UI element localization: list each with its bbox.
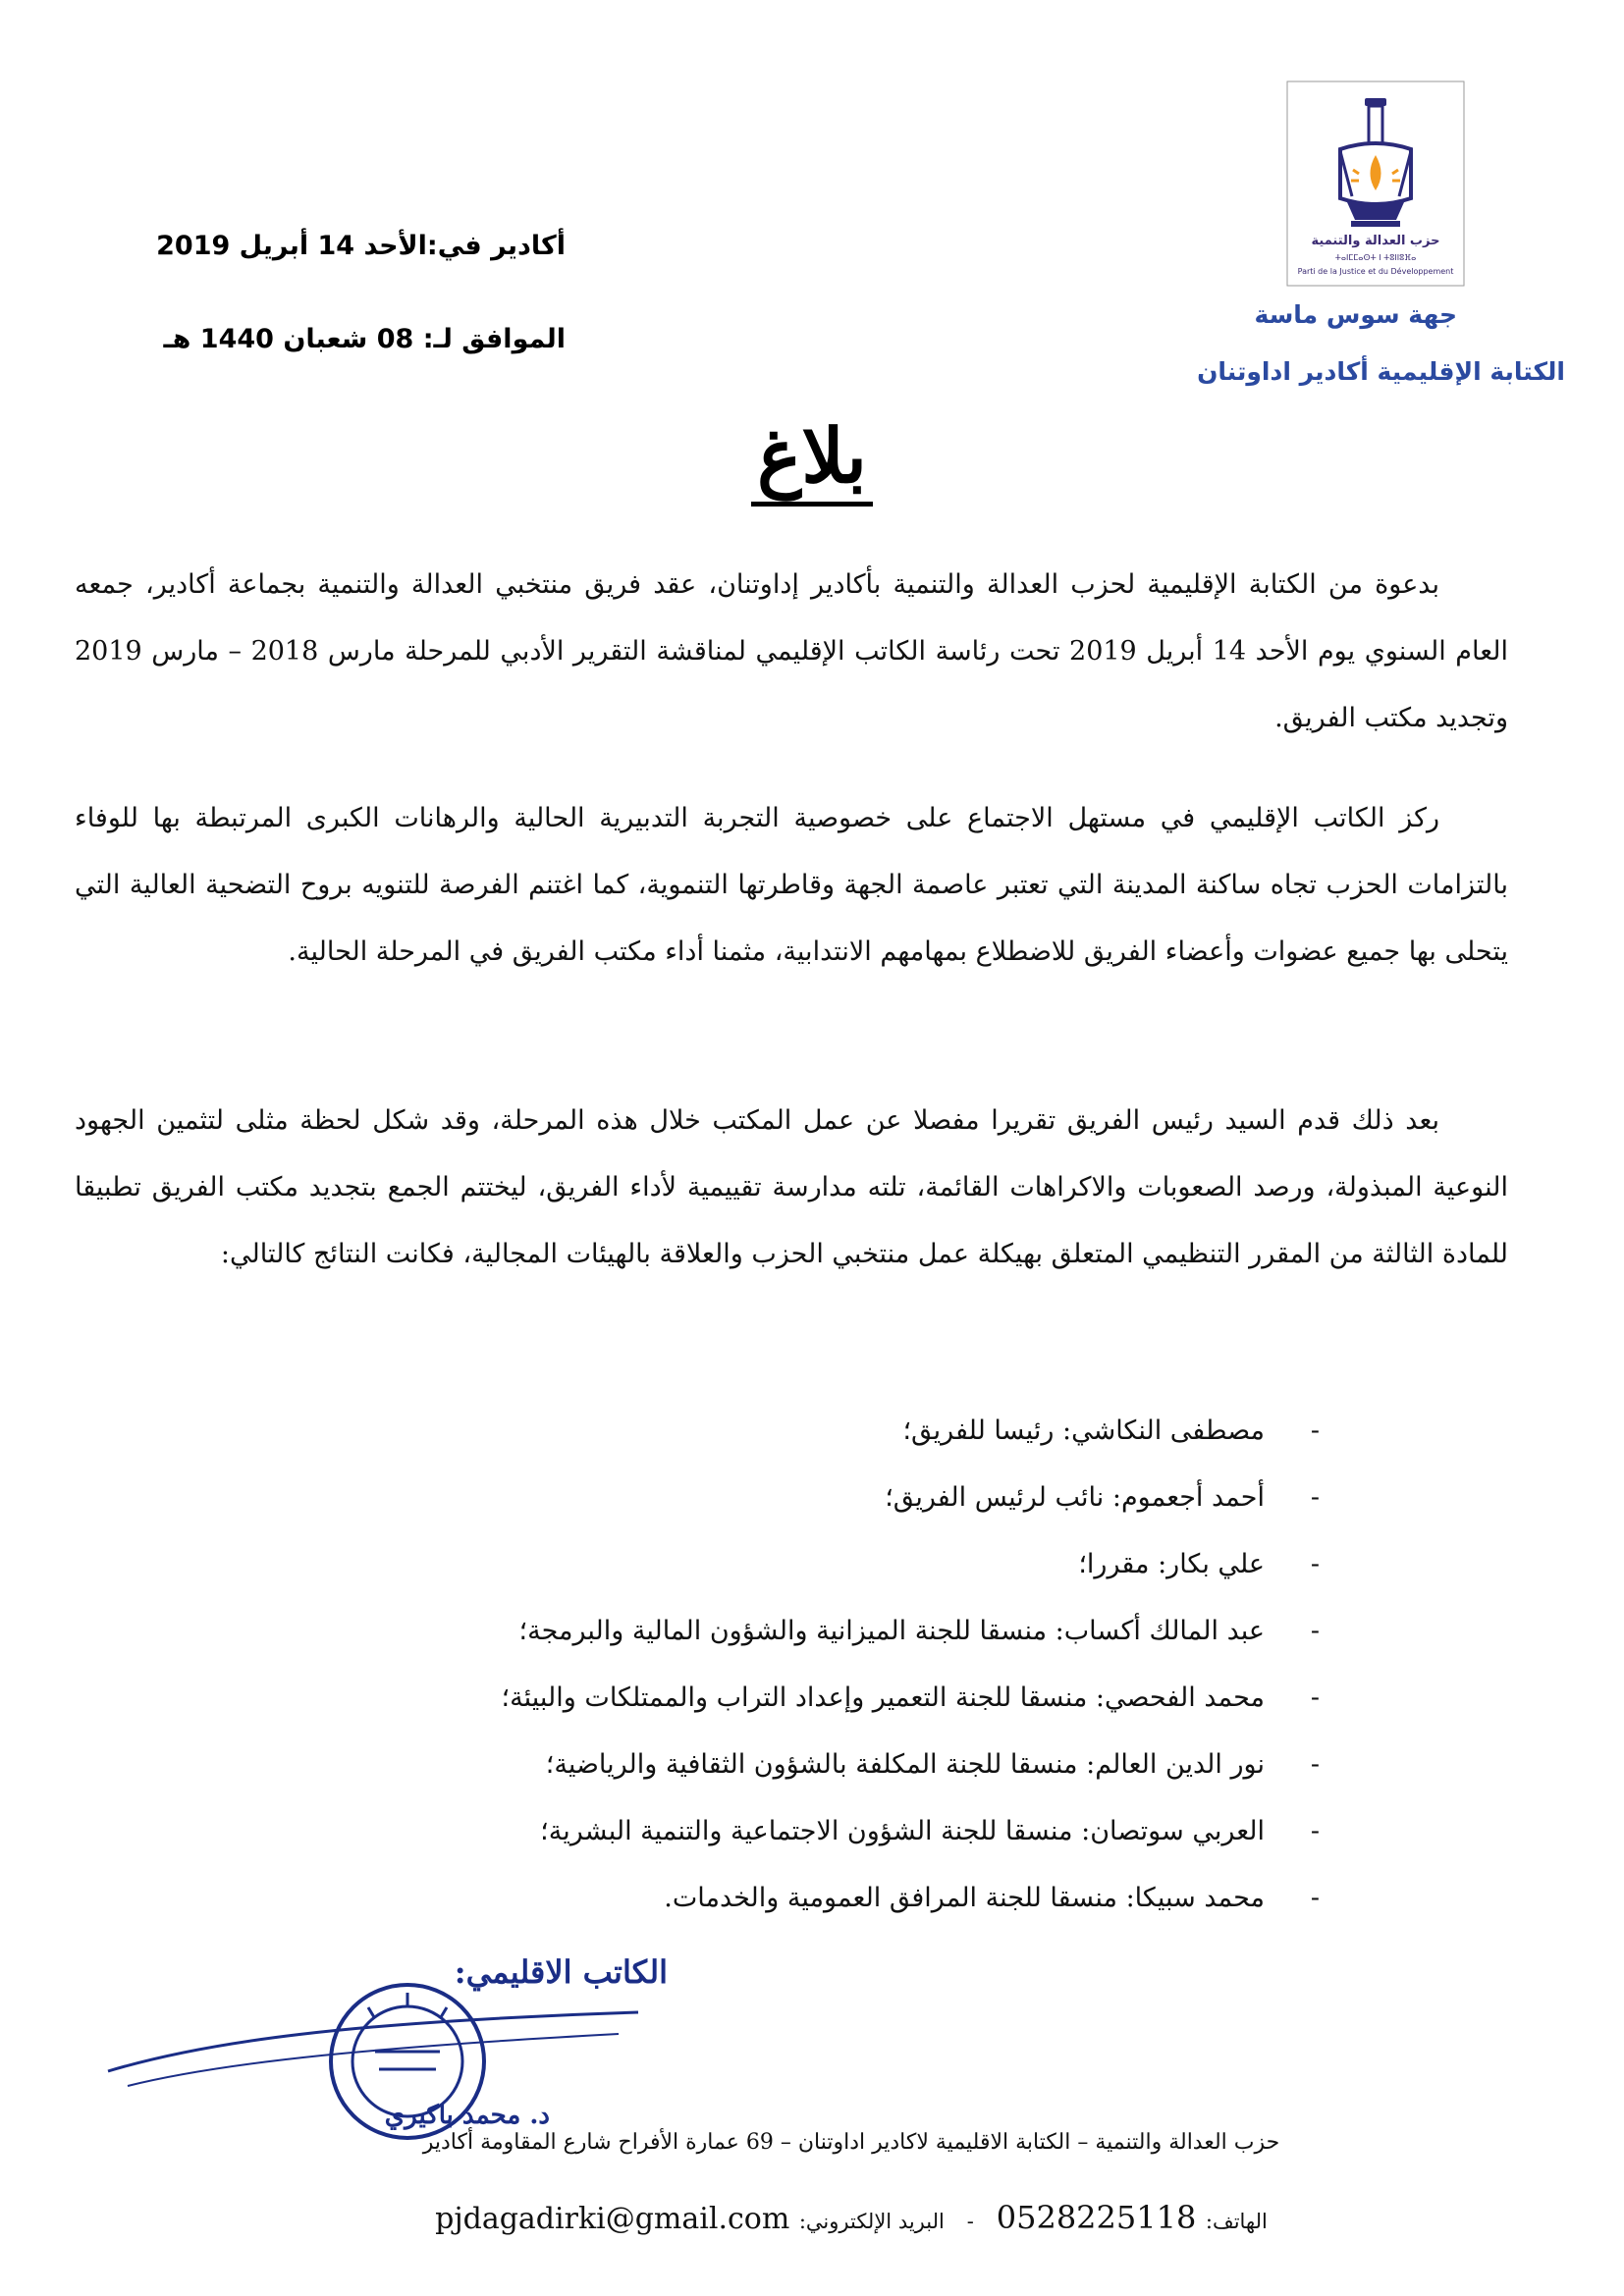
phone-label: الهاتف: [1205,2210,1268,2233]
phone-number: 0528225118 [996,2199,1197,2236]
list-item: -محمد الفحصي: منسقا للجنة التعمير وإعداد التراب والممتلكات والبيئة؛ [501,1682,1320,1713]
paragraph-3-text: بعد ذلك قدم السيد رئيس الفريق تقريرا مفصلا عن عمل المكتب خلال هذه المرحلة، وقد شكل لحظة مثلى لتثمين الجهود النوعية المبذولة، ورصد الصعوبات والاكراهات القائمة، تلته مدارسة تقييمية لأداء الفريق، ليختتم الجمع بتجديد مكتب الفريق تطبيقا للمادة الثالثة من المقرر التنظيمي المتعلق بهيكلة عمل منتخبي الحزب والعلاقة بالهيئات المجالية، فكانت النتائج كالتالي: [75,1105,1508,1269]
footer-address: حزب العدالة والتنمية – الكتابة الاقليمية لاكادير اداوتنان – 69 عمارة الأفراح شارع المقاومة أكادير [422,2130,1280,2155]
list-item: -محمد سبيكا: منسقا للجنة المرافق العمومية والخدمات. [664,1883,1320,1913]
secretariat-name: الكتابة الإقليمية أكادير اداوتنان [1197,357,1565,386]
party-logo [1286,80,1465,296]
list-item: -مصطفى النكاشي: رئيسا للفريق؛ [902,1415,1320,1446]
list-item-text: محمد الفحصي: منسقا للجنة التعمير وإعداد التراب والممتلكات والبيئة؛ [501,1682,1265,1713]
footer-contact: الهاتف: 0528225118 - البريد الإلكتروني: pjdagadirki@gmail.com [435,2199,1268,2236]
email-address: pjdagadirki@gmail.com [435,2202,790,2236]
date-hijri: الموافق لـ: 08 شعبان 1440 هـ [163,324,566,354]
list-item-text: نور الدين العالم: منسقا للجنة المكلفة بالشؤون الثقافية والرياضية؛ [545,1749,1265,1780]
email-label: البريد الإلكتروني: [798,2210,945,2233]
list-item-text: عبد المالك أكساب: منسقا للجنة الميزانية والشؤون المالية والبرمجة؛ [518,1616,1265,1646]
list-item-text: علي بكار: مقررا؛ [1078,1549,1265,1579]
list-item-text: العربي سوتصان: منسقا للجنة الشؤون الاجتماعية والتنمية البشرية؛ [540,1816,1265,1846]
date-gregorian: أكادير في:الأحد 14 أبريل 2019 [156,231,566,261]
list-item: -نور الدين العالم: منسقا للجنة المكلفة بالشؤون الثقافية والرياضية؛ [545,1749,1320,1780]
logo-party-name-fr: Parti de la Justice et du Développement [1297,267,1454,276]
signature-title: الكاتب الاقليمي: [454,1953,668,1991]
list-item: -علي بكار: مقررا؛ [1078,1549,1320,1579]
results-list [240,1398,1320,1932]
signature-name: د. محمد باكيري [384,2101,550,2130]
logo-party-name-ar: حزب العدالة والتنمية [1311,234,1440,248]
list-item-text: أحمد أجعموم: نائب لرئيس الفريق؛ [885,1482,1265,1513]
document-title-text: بلاغ [751,412,873,507]
region-name: جهة سوس ماسة [1254,300,1457,329]
list-item-text: مصطفى النكاشي: رئيسا للفريق؛ [902,1415,1265,1446]
paragraph-3 [75,1088,1508,1288]
list-item: -أحمد أجعموم: نائب لرئيس الفريق؛ [885,1482,1320,1513]
paragraph-2-text: ركز الكاتب الإقليمي في مستهل الاجتماع على خصوصية التجربة التدبيرية الحالية والرهانات الكبرى المرتبطة بها للوفاء بالتزامات الحزب تجاه ساكنة المدينة التي تعتبر عاصمة الجهة وقاطرتها التنموية، كما اغتنم الفرصة للتنويه بروح التضحية العالية التي يتحلى بها جميع عضوات وأعضاء الفريق للاضطلاع بمهامهم الانتدابية، مثمنا أداء مكتب الفريق في المرحلة الحالية. [75,803,1508,967]
paragraph-1-text: بدعوة من الكتابة الإقليمية لحزب العدالة والتنمية بأكادير إداوتنان، عقد فريق منتخبي العدالة والتنمية بجماعة أكادير، جمعه العام السنوي يوم الأحد 14 أبريل 2019 تحت رئاسة الكاتب الإقليمي لمناقشة التقرير الأدبي للمرحلة مارس 2018 – مارس 2019 وتجديد مكتب الفريق. [75,569,1508,733]
paragraph-2 [75,785,1508,986]
document-title [0,412,1624,500]
list-item: -عبد المالك أكساب: منسقا للجنة الميزانية والشؤون المالية والبرمجة؛ [518,1616,1320,1646]
list-item: -العربي سوتصان: منسقا للجنة الشؤون الاجتماعية والتنمية البشرية؛ [540,1816,1320,1846]
logo-party-name-tifinagh: ⵜⴰⵏⵎⵎⴰⵙⵜ ⵏ ⵜⵓⵏⵏⵓⴼⴰ [1334,253,1417,262]
paragraph-1 [75,552,1508,752]
list-item-text: محمد سبيكا: منسقا للجنة المرافق العمومية والخدمات. [664,1883,1265,1913]
